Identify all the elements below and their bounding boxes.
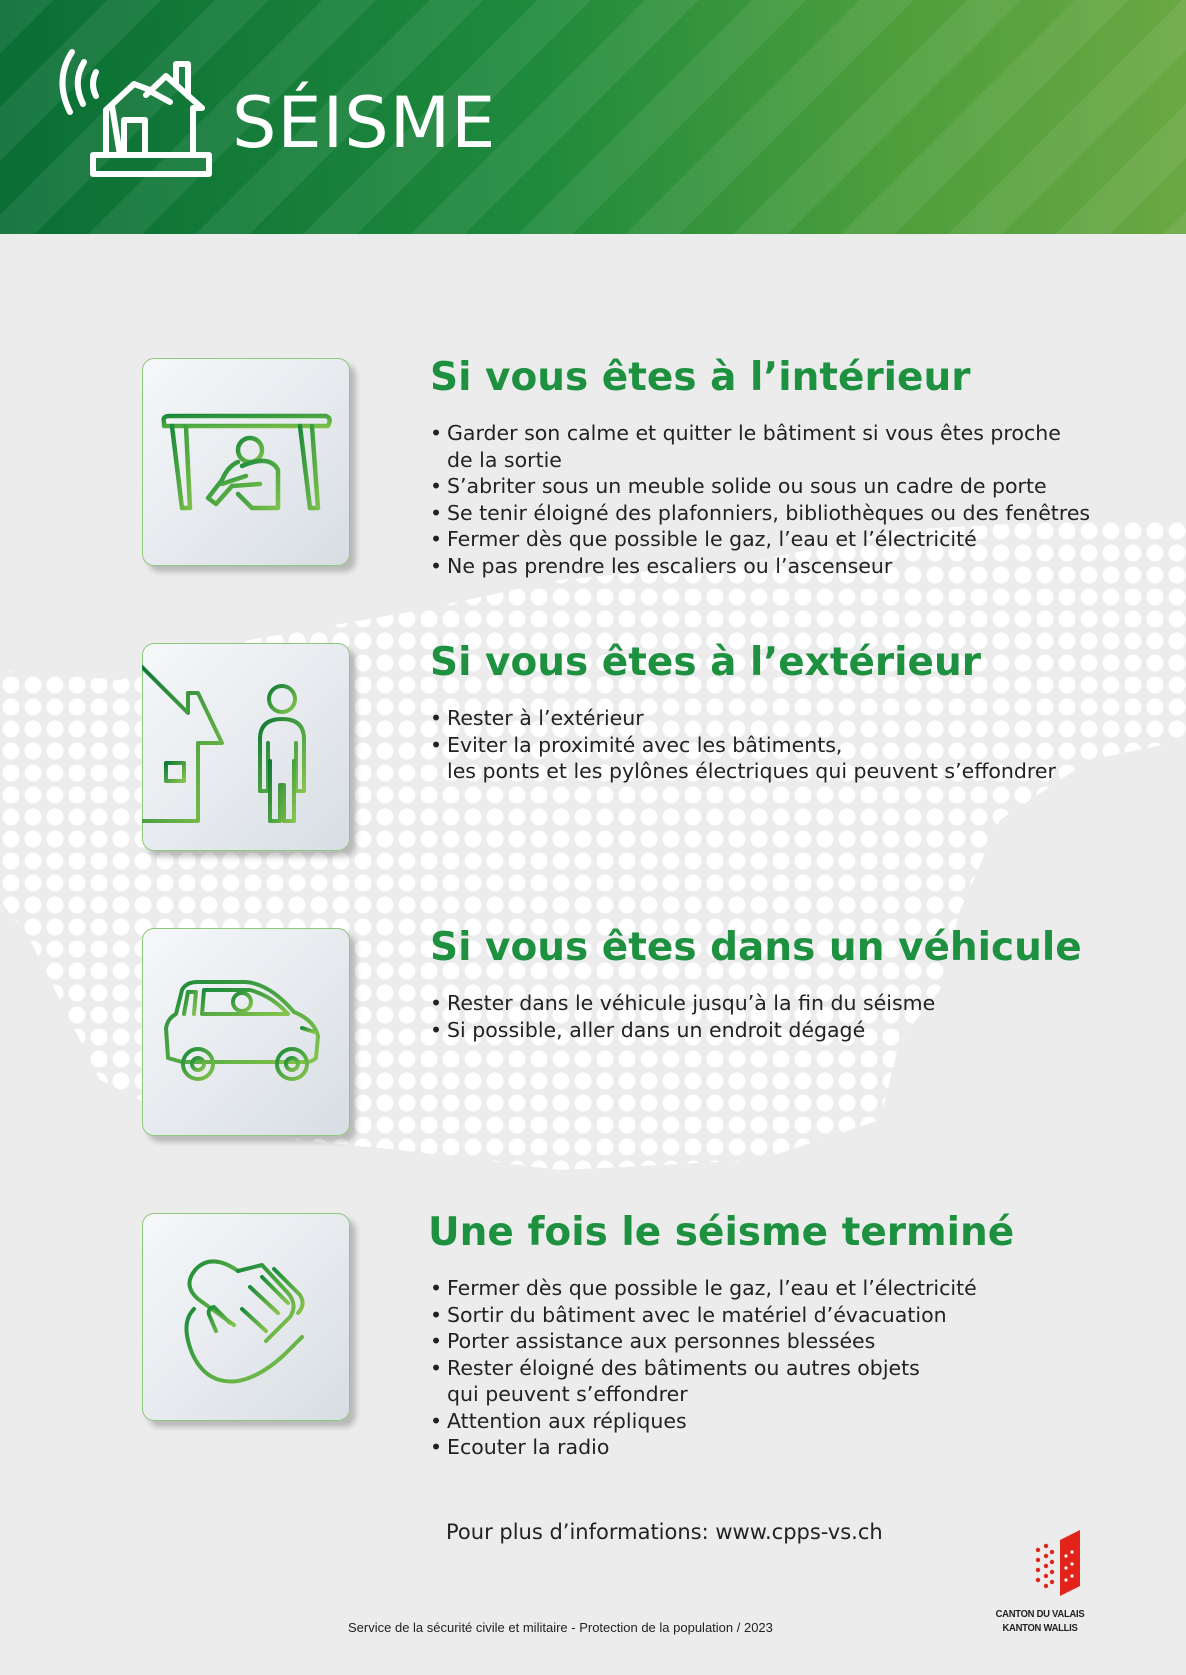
list-item: • Porter assistance aux personnes blessées <box>430 1328 977 1355</box>
canton-logo <box>995 1530 1085 1650</box>
bullet-list <box>430 420 1090 579</box>
canton-name-de: KANTON WALLIS <box>1002 1622 1078 1634</box>
list-item: • Fermer dès que possible le gaz, l’eau et l’électricité <box>430 526 1090 553</box>
page-title: SÉISME <box>232 82 497 164</box>
car-icon <box>142 928 350 1136</box>
section-title: Si vous êtes à l’extérieur <box>430 640 981 685</box>
section-title: Si vous êtes dans un véhicule <box>430 925 1082 970</box>
list-item: • Attention aux répliques <box>430 1408 977 1435</box>
list-item: • Ne pas prendre les escaliers ou l’ascenseur <box>430 553 1090 580</box>
header-banner <box>0 0 1186 234</box>
icon-card <box>142 643 350 851</box>
person-outside-house-icon <box>142 643 350 851</box>
icon-card <box>142 358 350 566</box>
canton-name-fr: CANTON DU VALAIS <box>995 1608 1085 1620</box>
helping-hands-icon <box>142 1213 350 1421</box>
list-item: • Ecouter la radio <box>430 1434 977 1461</box>
more-info-link-text: Pour plus d’informations: www.cpps-vs.ch <box>446 1520 883 1544</box>
section-title: Une fois le séisme terminé <box>428 1210 1015 1255</box>
list-item: • Rester dans le véhicule jusqu’à la fin du séisme <box>430 990 935 1017</box>
icon-card <box>142 928 350 1136</box>
list-item: • Rester à l’extérieur <box>430 705 1056 732</box>
collapsing-house-icon <box>50 40 220 180</box>
list-item: • Fermer dès que possible le gaz, l’eau et l’électricité <box>430 1275 977 1302</box>
list-item: • Se tenir éloigné des plafonniers, bibliothèques ou des fenêtres <box>430 500 1090 527</box>
shelter-under-table-icon <box>142 358 350 566</box>
footer-credit: Service de la sécurité civile et militaire - Protection de la population / 2023 <box>348 1620 773 1635</box>
bullet-list <box>430 705 1056 785</box>
list-item: • Garder son calme et quitter le bâtiment si vous êtes proche de la sortie <box>430 420 1090 473</box>
icon-card <box>142 1213 350 1421</box>
bullet-list <box>430 990 935 1043</box>
section-title: Si vous êtes à l’intérieur <box>430 355 971 400</box>
bullet-list <box>430 1275 977 1461</box>
list-item: • S’abriter sous un meuble solide ou sous un cadre de porte <box>430 473 1090 500</box>
list-item: • Rester éloigné des bâtiments ou autres objets qui peuvent s’effondrer <box>430 1355 977 1408</box>
list-item: • Si possible, aller dans un endroit dégagé <box>430 1017 935 1044</box>
valais-flag-icon <box>1030 1530 1090 1600</box>
list-item: • Sortir du bâtiment avec le matériel d’évacuation <box>430 1302 977 1329</box>
list-item: • Eviter la proximité avec les bâtiments, les ponts et les pylônes électriques qui peuvent s’effondrer <box>430 732 1056 785</box>
